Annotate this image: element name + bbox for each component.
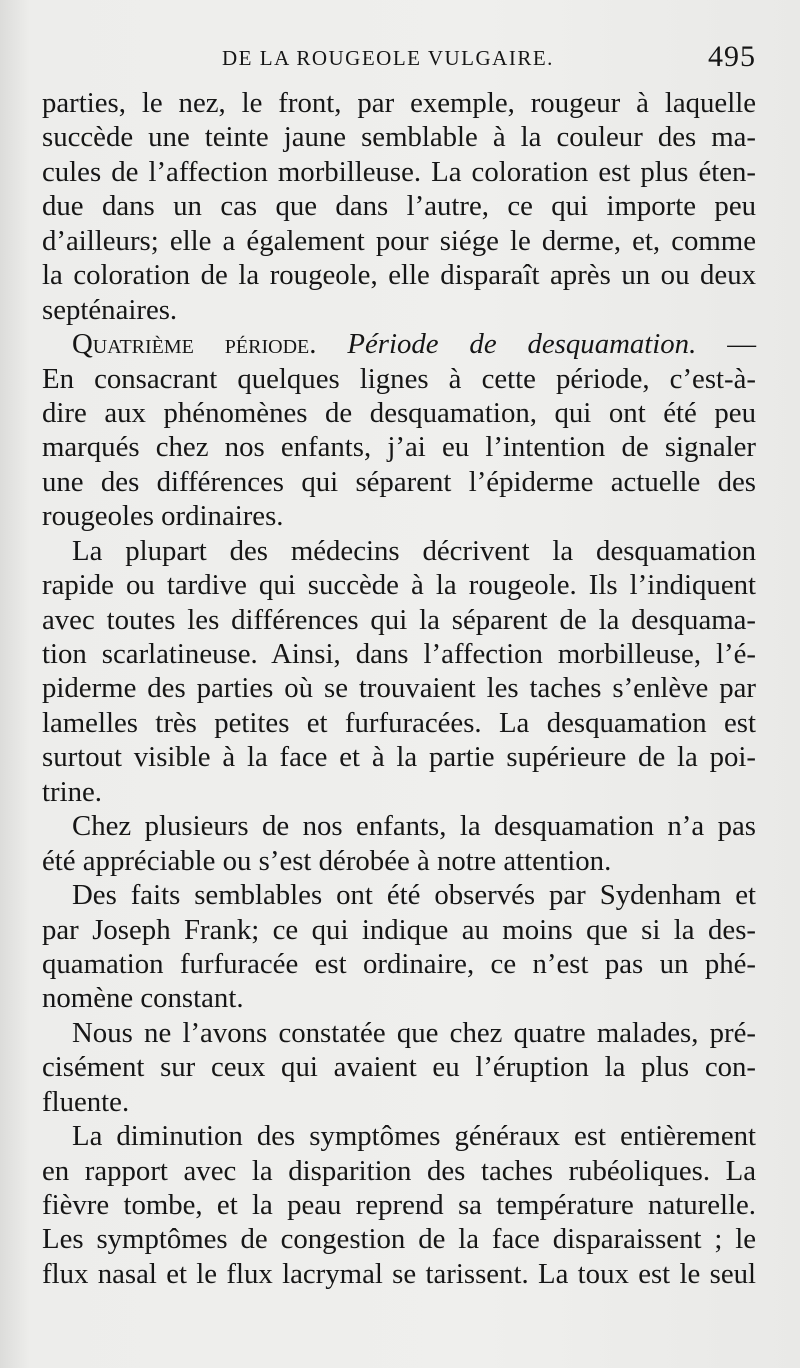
text-line: trine.	[42, 775, 102, 808]
text-line: Chez plusieurs de nos enfants, la desquamation n’a pas	[72, 810, 756, 843]
text-line: quamation furfuracée est ordinaire, ce n’est pas un phé-	[42, 947, 756, 980]
text-line: flux nasal et le flux lacrymal se tarissent. La toux est le seul	[42, 1257, 756, 1290]
text-line: une des différences qui séparent l’épiderme actuelle des	[42, 465, 756, 498]
text-line: rapide ou tardive qui succède à la rougeole. Ils l’indiquent	[42, 569, 756, 602]
text-line: La plupart des médecins décrivent la desquamation	[72, 534, 756, 567]
text-line: succède une teinte jaune semblable à la couleur des ma-	[42, 121, 756, 154]
text-line: septénaires.	[42, 293, 178, 326]
text-line: cisément sur ceux qui avaient eu l’éruption la plus con-	[42, 1051, 756, 1084]
text-line: due dans un cas que dans l’autre, ce qui importe peu	[42, 190, 756, 223]
page-number: 495	[708, 40, 756, 73]
text-line: En consacrant quelques lignes à cette période, c’est-à-	[42, 362, 756, 395]
text-line: Nous ne l’avons constatée que chez quatre malades, pré-	[72, 1016, 756, 1049]
text-line: cules de l’affection morbilleuse. La coloration est plus éten-	[42, 155, 756, 188]
text-line: lamelles très petites et furfuracées. La desquamation est	[42, 706, 756, 739]
text-line: par Joseph Frank; ce qui indique au moins que si la des-	[42, 913, 756, 946]
text-line: parties, le nez, le front, par exemple, rougeur à laquelle	[42, 87, 756, 119]
running-title: DE LA ROUGEOLE VULGAIRE.	[222, 46, 554, 70]
text-line: piderme des parties où se trouvaient les taches s’enlève par	[42, 672, 756, 705]
text-line: Les symptômes de congestion de la face disparaissent ; le	[42, 1223, 756, 1256]
text-line: rougeoles ordinaires.	[42, 500, 284, 533]
body-text	[42, 86, 756, 1291]
text-line: surtout visible à la face et à la partie supérieure de la poi-	[42, 741, 756, 774]
text-line: été appréciable ou s’est dérobée à notre attention.	[42, 844, 612, 877]
text-line: Des faits semblables ont été observés par Sydenham et	[72, 879, 756, 912]
text-line: la coloration de la rougeole, elle disparaît après un ou deux	[42, 259, 756, 292]
text-line: d’ailleurs; elle a également pour siége le derme, et, comme	[42, 224, 756, 257]
page-header	[42, 38, 756, 78]
text-line: fièvre tombe, et la peau reprend sa température naturelle.	[42, 1189, 756, 1221]
section-heading: Quatrième période.	[72, 328, 317, 361]
text-line: avec toutes les différences qui la séparent de la desquama-	[42, 603, 756, 636]
text-line: La diminution des symptômes généraux est entièrement	[72, 1120, 756, 1153]
text-line: tion scarlatineuse. Ainsi, dans l’affection morbilleuse, l’é-	[42, 638, 756, 670]
text-line: fluente.	[42, 1085, 130, 1118]
text-line: nomène constant.	[42, 982, 244, 1015]
em-dash: —	[727, 328, 756, 361]
text-line: marqués chez nos enfants, j’ai eu l’intention de signaler	[42, 431, 756, 464]
section-title: Période de desquamation.	[347, 328, 697, 361]
section-heading-line	[42, 327, 756, 361]
text-line: dire aux phénomènes de desquamation, qui ont été peu	[42, 396, 756, 429]
text-line: en rapport avec la disparition des taches rubéoliques. La	[42, 1154, 756, 1187]
